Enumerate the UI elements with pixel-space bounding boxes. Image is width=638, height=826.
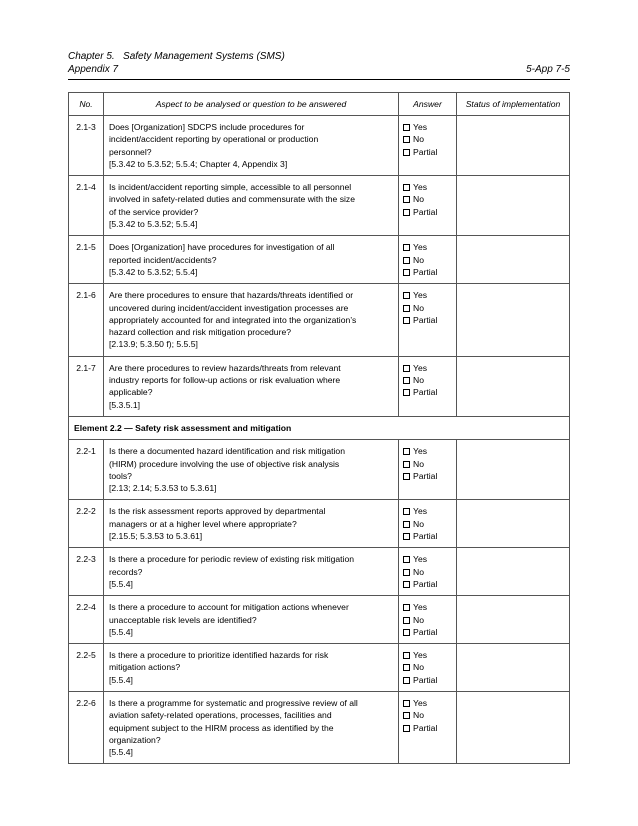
- answer-option-label: No: [413, 254, 424, 265]
- checkbox-icon[interactable]: [403, 257, 410, 264]
- item-number: 2.2-6: [69, 691, 104, 763]
- answer-option-label: Yes: [413, 122, 428, 132]
- status-cell[interactable]: [457, 236, 570, 284]
- checklist-table: [68, 92, 570, 764]
- answer-option-yes[interactable]: [403, 445, 452, 457]
- answer-option-yes[interactable]: [403, 181, 452, 193]
- question-cell: [104, 644, 399, 692]
- chapter-title: Safety Management Systems (SMS): [123, 51, 285, 62]
- col-header-aspect: Aspect to be analysed or question to be answered: [104, 93, 399, 116]
- answer-option-yes[interactable]: [403, 697, 452, 709]
- checkbox-icon[interactable]: [403, 473, 410, 480]
- question-line: applicable?: [109, 387, 153, 398]
- question-line: Is there a procedure for periodic review of existing risk mitigation: [109, 554, 355, 565]
- item-number: 2.2-4: [69, 596, 104, 644]
- answer-option-partial[interactable]: [403, 206, 452, 218]
- answer-option-no[interactable]: [403, 133, 452, 145]
- question-line: [2.13.9; 5.3.50 f); 5.5.5]: [109, 339, 198, 350]
- answer-option-no[interactable]: [403, 614, 452, 626]
- checkbox-icon[interactable]: [403, 629, 410, 636]
- answer-option-label: Yes: [413, 182, 428, 193]
- checkbox-icon[interactable]: [403, 244, 410, 251]
- question-line: [5.5.4]: [109, 674, 133, 685]
- answer-cell: [399, 116, 457, 176]
- table-row: [69, 500, 570, 548]
- question-line: [5.5.4]: [109, 747, 133, 758]
- answer-cell: [399, 691, 457, 763]
- table-header-row: [69, 93, 570, 116]
- answer-cell: [399, 644, 457, 692]
- checkbox-icon[interactable]: [403, 533, 410, 540]
- question-line: Is the risk assessment reports approved by departmental: [109, 506, 326, 517]
- question-line: [5.5.4]: [109, 626, 133, 637]
- answer-option-label: No: [413, 614, 424, 625]
- col-header-no: No.: [69, 93, 104, 116]
- question-cell: [104, 691, 399, 763]
- question-line: Is incident/accident reporting simple, accessible to all personnel: [109, 182, 352, 193]
- answer-option-label: Partial: [413, 146, 438, 157]
- question-cell: [104, 548, 399, 596]
- question-line: [5.3.42 to 5.3.52; 5.5.4]: [109, 266, 198, 277]
- appendix-label: Appendix 7: [68, 64, 119, 75]
- answer-option-label: No: [413, 662, 424, 673]
- page-header: [68, 50, 570, 76]
- item-number: 2.1-7: [69, 356, 104, 416]
- answer-option-label: Yes: [413, 242, 428, 253]
- question-line: [5.3.5.1]: [109, 399, 141, 410]
- question-line: (HIRM) procedure involving the use of objective risk analysis: [109, 458, 340, 469]
- answer-option-partial[interactable]: [403, 674, 452, 686]
- answer-option-label: Yes: [413, 290, 428, 301]
- answer-option-label: No: [413, 194, 424, 205]
- question-line: involved in safety-related duties and commensurate with the size: [109, 194, 356, 205]
- checkbox-icon[interactable]: [403, 461, 410, 468]
- answer-option-yes[interactable]: [403, 289, 452, 301]
- table-row: [69, 176, 570, 236]
- answer-option-label: Yes: [413, 697, 428, 708]
- item-number: 2.2-1: [69, 440, 104, 500]
- answer-cell: [399, 548, 457, 596]
- answer-option-partial[interactable]: [403, 530, 452, 542]
- checkbox-icon[interactable]: [403, 209, 410, 216]
- table-row: [69, 644, 570, 692]
- checkbox-icon[interactable]: [403, 508, 410, 515]
- checkbox-icon[interactable]: [403, 292, 410, 299]
- question-line: Is there a procedure to prioritize identified hazards for risk: [109, 650, 329, 661]
- answer-option-no[interactable]: [403, 193, 452, 205]
- item-number: 2.2-3: [69, 548, 104, 596]
- checkbox-icon[interactable]: [403, 677, 410, 684]
- answer-option-label: Partial: [413, 626, 438, 637]
- section-row: [69, 416, 570, 439]
- checkbox-icon[interactable]: [403, 569, 410, 576]
- status-cell[interactable]: [457, 500, 570, 548]
- answer-option-no[interactable]: [403, 254, 452, 266]
- status-cell[interactable]: [457, 596, 570, 644]
- status-cell[interactable]: [457, 116, 570, 176]
- question-line: mitigation actions?: [109, 662, 181, 673]
- answer-option-yes[interactable]: [403, 241, 452, 253]
- answer-option-label: Partial: [413, 470, 438, 481]
- answer-option-partial[interactable]: [403, 146, 452, 158]
- checkbox-icon[interactable]: [403, 124, 410, 131]
- answer-option-label: Yes: [413, 650, 428, 661]
- item-number: 2.1-5: [69, 236, 104, 284]
- answer-option-label: No: [413, 134, 424, 145]
- answer-option-partial[interactable]: [403, 578, 452, 590]
- checkbox-icon[interactable]: [403, 700, 410, 707]
- answer-option-partial[interactable]: [403, 314, 452, 326]
- question-cell: [104, 176, 399, 236]
- checkbox-icon[interactable]: [403, 317, 410, 324]
- answer-option-label: Partial: [413, 266, 438, 277]
- checkbox-icon[interactable]: [403, 365, 410, 372]
- answer-cell: [399, 500, 457, 548]
- question-line: unacceptable risk levels are identified?: [109, 614, 257, 625]
- status-cell[interactable]: [457, 176, 570, 236]
- question-line: Does [Organization] SDCPS include procedures for: [109, 122, 305, 132]
- answer-option-label: Partial: [413, 314, 438, 325]
- answer-option-yes[interactable]: [403, 362, 452, 374]
- question-cell: [104, 440, 399, 500]
- answer-option-partial[interactable]: [403, 470, 452, 482]
- answer-option-label: Yes: [413, 362, 428, 373]
- answer-option-partial[interactable]: [403, 626, 452, 638]
- item-number: 2.2-2: [69, 500, 104, 548]
- table-row: [69, 691, 570, 763]
- checkbox-icon[interactable]: [403, 581, 410, 588]
- table-row: [69, 116, 570, 176]
- answer-option-no[interactable]: [403, 458, 452, 470]
- answer-option-label: Yes: [413, 446, 428, 457]
- answer-cell: [399, 440, 457, 500]
- checkbox-icon[interactable]: [403, 556, 410, 563]
- question-line: [5.5.4]: [109, 578, 133, 589]
- checkbox-icon[interactable]: [403, 136, 410, 143]
- page-number: 5-App 7-5: [526, 64, 570, 75]
- question-line: industry reports for follow-up actions or risk evaluation where: [109, 375, 341, 386]
- checkbox-icon[interactable]: [403, 725, 410, 732]
- answer-option-yes[interactable]: [403, 121, 452, 133]
- item-number: 2.1-4: [69, 176, 104, 236]
- checkbox-icon[interactable]: [403, 652, 410, 659]
- answer-option-no[interactable]: [403, 566, 452, 578]
- question-cell: [104, 284, 399, 356]
- question-line: incident/accident reporting by operational or production: [109, 134, 319, 145]
- question-line: personnel?: [109, 146, 152, 157]
- table-row: [69, 440, 570, 500]
- checkbox-icon[interactable]: [403, 196, 410, 203]
- answer-cell: [399, 596, 457, 644]
- table-body: [69, 116, 570, 764]
- answer-option-label: Partial: [413, 722, 438, 733]
- answer-option-label: Partial: [413, 578, 438, 589]
- answer-option-label: Yes: [413, 506, 428, 517]
- question-cell: [104, 500, 399, 548]
- answer-option-label: No: [413, 302, 424, 313]
- status-cell[interactable]: [457, 284, 570, 356]
- status-cell[interactable]: [457, 644, 570, 692]
- table-row: [69, 548, 570, 596]
- chapter-line: [68, 50, 285, 63]
- col-header-answer: Answer: [399, 93, 457, 116]
- checkbox-icon[interactable]: [403, 617, 410, 624]
- chapter-number: Chapter 5.: [68, 51, 115, 62]
- answer-cell: [399, 284, 457, 356]
- question-line: Is there a programme for systematic and progressive review of all: [109, 697, 358, 708]
- table-row: [69, 236, 570, 284]
- answer-option-label: No: [413, 710, 424, 721]
- checkbox-icon[interactable]: [403, 305, 410, 312]
- col-header-status: Status of implementation: [457, 93, 570, 116]
- checkbox-icon[interactable]: [403, 712, 410, 719]
- answer-option-label: Partial: [413, 674, 438, 685]
- answer-cell: [399, 356, 457, 416]
- question-line: Are there procedures to review hazards/threats from relevant: [109, 362, 341, 373]
- answer-option-label: No: [413, 375, 424, 386]
- answer-cell: [399, 236, 457, 284]
- answer-option-no[interactable]: [403, 661, 452, 673]
- answer-cell: [399, 176, 457, 236]
- section-title: Element 2.2 — Safety risk assessment and mitigation: [69, 416, 570, 439]
- question-line: tools?: [109, 470, 132, 481]
- status-cell[interactable]: [457, 356, 570, 416]
- answer-option-label: No: [413, 566, 424, 577]
- answer-option-label: Partial: [413, 387, 438, 398]
- question-line: equipment subject to the HIRM process as identified by the: [109, 722, 334, 733]
- question-line: organization?: [109, 734, 161, 745]
- answer-option-yes[interactable]: [403, 505, 452, 517]
- checkbox-icon[interactable]: [403, 389, 410, 396]
- question-cell: [104, 356, 399, 416]
- question-line: reported incident/accidents?: [109, 254, 217, 265]
- item-number: 2.1-6: [69, 284, 104, 356]
- checkbox-icon[interactable]: [403, 377, 410, 384]
- answer-option-label: Yes: [413, 554, 428, 565]
- question-line: of the service provider?: [109, 206, 199, 217]
- question-line: records?: [109, 566, 143, 577]
- checkbox-icon[interactable]: [403, 604, 410, 611]
- question-line: Is there a documented hazard identification and risk mitigation: [109, 446, 345, 457]
- question-line: [2.15.5; 5.3.53 to 5.3.61]: [109, 531, 203, 542]
- answer-option-partial[interactable]: [403, 722, 452, 734]
- question-line: Are there procedures to ensure that hazards/threats identified or: [109, 290, 354, 301]
- status-cell[interactable]: [457, 440, 570, 500]
- item-number: 2.2-5: [69, 644, 104, 692]
- answer-option-no[interactable]: [403, 709, 452, 721]
- answer-option-label: No: [413, 458, 424, 469]
- answer-option-no[interactable]: [403, 302, 452, 314]
- question-line: [5.3.42 to 5.3.52; 5.5.4; Chapter 4, Appendix 3]: [109, 158, 288, 169]
- checkbox-icon[interactable]: [403, 269, 410, 276]
- answer-option-label: Partial: [413, 531, 438, 542]
- question-line: appropriately accounted for and integrated into the organization’s: [109, 314, 357, 325]
- table-row: [69, 596, 570, 644]
- answer-option-no[interactable]: [403, 374, 452, 386]
- header-rule: [68, 79, 570, 80]
- question-line: Is there a procedure to account for mitigation actions whenever: [109, 602, 349, 613]
- question-cell: [104, 236, 399, 284]
- question-line: aviation safety-related operations, processes, facilities and: [109, 710, 332, 721]
- item-number: 2.1-3: [69, 116, 104, 176]
- question-line: managers or at a higher level where appropriate?: [109, 518, 297, 529]
- table-row: [69, 356, 570, 416]
- status-cell[interactable]: [457, 548, 570, 596]
- question-line: hazard collection and risk mitigation procedure?: [109, 327, 292, 338]
- checkbox-icon[interactable]: [403, 184, 410, 191]
- question-line: uncovered during incident/accident investigation processes are: [109, 302, 349, 313]
- checkbox-icon[interactable]: [403, 521, 410, 528]
- checkbox-icon[interactable]: [403, 664, 410, 671]
- table-row: [69, 284, 570, 356]
- question-line: [5.3.42 to 5.3.52; 5.5.4]: [109, 219, 198, 230]
- question-cell: [104, 116, 399, 176]
- checkbox-icon[interactable]: [403, 448, 410, 455]
- status-cell[interactable]: [457, 691, 570, 763]
- answer-option-label: No: [413, 518, 424, 529]
- answer-option-yes[interactable]: [403, 601, 452, 613]
- answer-option-label: Partial: [413, 206, 438, 217]
- question-line: [2.13; 2.14; 5.3.53 to 5.3.61]: [109, 483, 217, 494]
- answer-option-yes[interactable]: [403, 553, 452, 565]
- answer-option-yes[interactable]: [403, 649, 452, 661]
- checkbox-icon[interactable]: [403, 149, 410, 156]
- answer-option-partial[interactable]: [403, 266, 452, 278]
- answer-option-label: Yes: [413, 602, 428, 613]
- question-cell: [104, 596, 399, 644]
- question-line: Does [Organization] have procedures for investigation of all: [109, 242, 335, 253]
- answer-option-no[interactable]: [403, 518, 452, 530]
- answer-option-partial[interactable]: [403, 386, 452, 398]
